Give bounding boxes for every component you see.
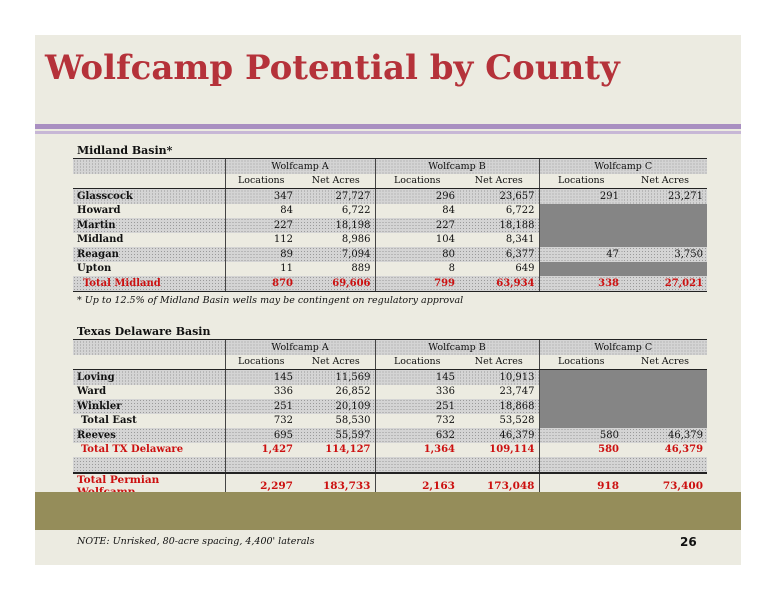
midland-footnote: * Up to 12.5% of Midland Basin wells may be contingent on regulatory approval xyxy=(77,295,464,306)
cell: 695 xyxy=(225,428,297,443)
empty-cell xyxy=(623,262,707,277)
group-wolfcamp-a: Wolfcamp A xyxy=(225,340,375,355)
row-label: Midland xyxy=(77,234,124,246)
cell: 18,198 xyxy=(297,218,375,233)
table-row xyxy=(73,370,707,385)
cell: 11,569 xyxy=(297,370,375,385)
table-row xyxy=(73,247,707,262)
cell: 47 xyxy=(539,247,623,262)
cell: 58,530 xyxy=(335,415,371,427)
cell: 18,188 xyxy=(459,218,539,233)
col-locations: Locations xyxy=(375,355,459,370)
cell: 251 xyxy=(375,399,459,414)
empty-cell xyxy=(539,385,623,400)
row-label: Reeves xyxy=(73,428,225,443)
cell: 6,722 xyxy=(341,205,371,217)
permian-total-label: Total Permian xyxy=(73,473,225,499)
cell: 27,727 xyxy=(297,189,375,204)
empty-cell xyxy=(623,414,707,429)
column-header-row xyxy=(73,355,707,370)
cell: 173,048 xyxy=(459,473,539,499)
cell: 8,341 xyxy=(505,234,535,246)
cell: 296 xyxy=(375,189,459,204)
cell: 918 xyxy=(539,473,623,499)
row-label: Loving xyxy=(73,370,225,385)
col-net-acres: Net Acres xyxy=(297,174,375,189)
empty-cell xyxy=(623,233,707,248)
delaware-table xyxy=(73,339,707,472)
cell: 10,913 xyxy=(459,370,539,385)
table-row xyxy=(73,262,707,277)
cell: 84 xyxy=(375,204,459,219)
cell: 104 xyxy=(375,233,459,248)
cell: 2,297 xyxy=(225,473,297,499)
cell: 649 xyxy=(515,263,535,275)
row-label: Howard xyxy=(77,205,121,217)
cell: 8,986 xyxy=(341,234,371,246)
col-locations: Locations xyxy=(539,174,623,189)
cell: 84 xyxy=(225,204,297,219)
cell: 53,528 xyxy=(499,415,535,427)
empty-cell xyxy=(623,385,707,400)
empty-cell xyxy=(539,262,623,277)
table-row xyxy=(73,189,707,204)
cell: 46,379 xyxy=(623,428,707,443)
cell: 580 xyxy=(539,428,623,443)
table-row xyxy=(73,399,707,414)
cell: 23,747 xyxy=(499,386,535,398)
table-row xyxy=(73,233,707,248)
cell: 580 xyxy=(539,443,623,458)
row-label: Martin xyxy=(73,218,225,233)
column-header-row xyxy=(73,174,707,189)
table-row xyxy=(73,428,707,443)
cell: 732 xyxy=(375,414,459,429)
delaware-heading: Texas Delaware Basin xyxy=(77,325,211,338)
cell: 46,379 xyxy=(664,444,704,456)
cell: 799 xyxy=(375,276,459,291)
midland-heading: Midland Basin* xyxy=(77,144,173,157)
group-header-row xyxy=(73,340,707,355)
cell: 69,606 xyxy=(297,276,375,291)
cell: 889 xyxy=(351,263,371,275)
cell: 732 xyxy=(225,414,297,429)
row-label: Winkler xyxy=(73,399,225,414)
cell: 18,868 xyxy=(459,399,539,414)
table-row xyxy=(73,414,707,429)
cell: 3,750 xyxy=(623,247,707,262)
group-wolfcamp-c: Wolfcamp C xyxy=(539,340,707,355)
col-net-acres: Net Acres xyxy=(297,355,375,370)
empty-cell xyxy=(539,399,623,414)
cell: 251 xyxy=(225,399,297,414)
col-net-acres: Net Acres xyxy=(459,174,539,189)
table-row xyxy=(73,204,707,219)
row-label: Glasscock xyxy=(73,189,225,204)
cell: 23,271 xyxy=(623,189,707,204)
cell: 89 xyxy=(225,247,297,262)
empty-cell xyxy=(539,204,623,219)
row-label: Total East xyxy=(81,415,137,427)
page-number: 26 xyxy=(680,535,697,549)
table-row xyxy=(73,385,707,400)
cell: 338 xyxy=(539,276,623,291)
cell: 183,733 xyxy=(297,473,375,499)
cell: 80 xyxy=(375,247,459,262)
cell: 73,400 xyxy=(623,473,707,499)
empty-cell xyxy=(623,370,707,385)
cell: 2,163 xyxy=(375,473,459,499)
empty-cell xyxy=(539,218,623,233)
group-wolfcamp-b: Wolfcamp B xyxy=(375,340,539,355)
col-locations: Locations xyxy=(225,174,297,189)
col-locations: Locations xyxy=(375,174,459,189)
col-locations: Locations xyxy=(539,355,623,370)
group-wolfcamp-a: Wolfcamp A xyxy=(225,159,375,174)
page-title: Wolfcamp Potential by County xyxy=(45,48,620,88)
col-net-acres: Net Acres xyxy=(459,355,539,370)
empty-cell xyxy=(539,370,623,385)
total-label: Total Midland xyxy=(73,276,225,291)
table-row xyxy=(73,218,707,233)
cell: 347 xyxy=(225,189,297,204)
cell: 870 xyxy=(225,276,297,291)
cell: 8 xyxy=(375,262,459,277)
cell: 112 xyxy=(225,233,297,248)
row-label: Ward xyxy=(77,386,107,398)
title-rule xyxy=(35,124,741,129)
cell: 55,597 xyxy=(297,428,375,443)
total-row xyxy=(73,276,707,291)
empty-cell xyxy=(623,399,707,414)
cell: 63,934 xyxy=(459,276,539,291)
cell: 227 xyxy=(375,218,459,233)
cell: 336 xyxy=(375,385,459,400)
cell: 336 xyxy=(225,385,297,400)
cell: 26,852 xyxy=(335,386,371,398)
cell: 114,127 xyxy=(325,444,371,456)
cell: 1,364 xyxy=(375,443,459,458)
cell: 1,427 xyxy=(225,443,297,458)
cell: 291 xyxy=(539,189,623,204)
empty-cell xyxy=(539,233,623,248)
cell: 46,379 xyxy=(459,428,539,443)
cell: 227 xyxy=(225,218,297,233)
empty-cell xyxy=(539,414,623,429)
cell: 6,377 xyxy=(459,247,539,262)
cell: 145 xyxy=(225,370,297,385)
col-net-acres: Net Acres xyxy=(623,355,707,370)
cell: 109,114 xyxy=(489,444,535,456)
midland-table xyxy=(73,158,707,292)
group-wolfcamp-b: Wolfcamp B xyxy=(375,159,539,174)
spacer-row xyxy=(73,457,707,472)
cell: 145 xyxy=(375,370,459,385)
row-label: Upton xyxy=(77,263,112,275)
cell: 6,722 xyxy=(505,205,535,217)
cell: 20,109 xyxy=(297,399,375,414)
cell: 11 xyxy=(225,262,297,277)
empty-cell xyxy=(623,204,707,219)
row-label: Reagan xyxy=(73,247,225,262)
group-wolfcamp-c: Wolfcamp C xyxy=(539,159,707,174)
footer-band xyxy=(35,492,741,530)
cell: 27,021 xyxy=(623,276,707,291)
cell: 7,094 xyxy=(297,247,375,262)
cell: 632 xyxy=(375,428,459,443)
empty-cell xyxy=(623,218,707,233)
group-header-row xyxy=(73,159,707,174)
footer-note: NOTE: Unrisked, 80-acre spacing, 4,400' laterals xyxy=(77,536,315,547)
title-rule-secondary xyxy=(35,131,741,134)
col-locations: Locations xyxy=(225,355,297,370)
total-label: Total TX Delaware xyxy=(81,444,184,456)
cell: 23,657 xyxy=(459,189,539,204)
total-row xyxy=(73,443,707,458)
col-net-acres: Net Acres xyxy=(623,174,707,189)
